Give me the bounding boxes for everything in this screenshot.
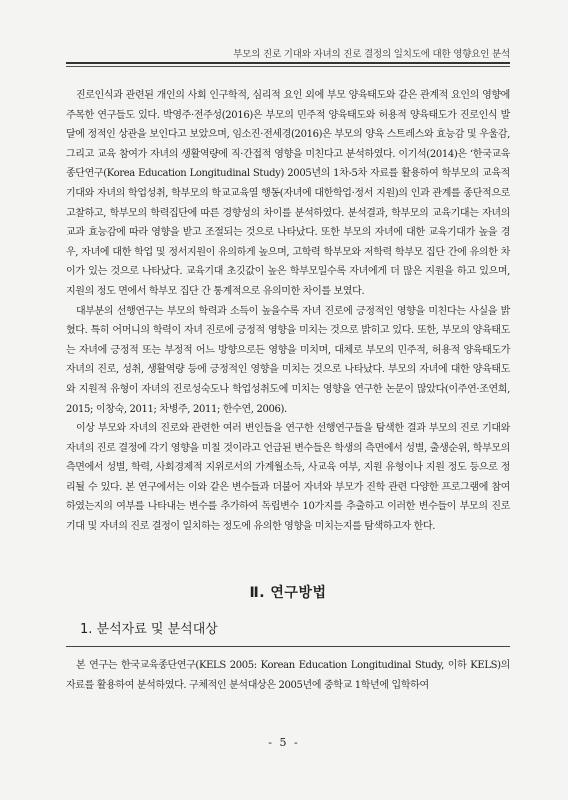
subsection-rule (66, 646, 510, 647)
running-header: 부모의 진로 기대와 자녀의 진로 결정의 일치도에 대한 영향요인 분석 (233, 49, 510, 60)
section-heading: Ⅱ. 연구방법 (249, 585, 327, 601)
body-text-continued (66, 656, 510, 695)
header-rule-thin (66, 66, 510, 67)
paragraph-3: 이상 부모와 자녀의 진로와 관련한 여러 변인들을 연구한 선행연구들을 탐색한 결과 부모의 진로 기대와 자녀의 진로 결정에 각기 영향을 미칠 것이라고 언급된 변수들은 학생의 측면에서 성별, 출생순위, 학부모의 측면에서 성별, 학력, 사회경제적 지위로서의 가계월소득, 사교육 여부, 지원 유형이나 지원 정도 등으로 정리될 수 있다. 본 연구에서는 이와 같은 변수들과 더불어 자녀와 부모가 진학 관련 다양한 프로그램에 참여하였는지의 여부를 나타내는 변수를 추가하여 독립변수 10가지를 추출하고 이러한 변수들이 부모의 진로 기대 및 자녀의 진로 결정이 일치하는 정도에 유의한 영향을 미치는지를 탐색하고자 한다. (66, 423, 510, 533)
paragraph-4: 본 연구는 한국교육종단연구(KELS 2005: Korean Education Longitudinal Study, 이하 KELS)의 자료를 활용하여 분석하였다. 구체적인 분석대상은 2005년에 중학교 1학년에 입학하여 (66, 660, 510, 691)
header-rule (66, 62, 510, 64)
subsection-heading: 1. 분석자료 및 분석대상 (80, 622, 218, 637)
paragraph-1: 진로인식과 관련된 개인의 사회 인구학적, 심리적 요인 외에 부모 양육태도와 같은 관계적 요인의 영향에 주목한 연구들도 있다. 박영주·전주성(2016)은 부모의 민주적 양육태도와 허용적 양육태도가 진로인식 발달에 정적인 상관을 보인다고 보았으며, 임소진·전세경(2016)은 부모의 양육 스트레스와 효능감 및 우울감, 그리고 교육 참여가 자녀의 생활역량에 직·간접적 영향을 미친다고 분석하였다. 이기석(2014)은 ‘한국교육종단연구(Korea Education Longitudinal Study) 2005년의 1차-5차 자료를 활용하여 학부모의 교육적 기대와 자녀의 학업성취, 학부모의 학교교육열 행동(자녀에 대한학업·정서 지원)의 인과 관계를 종단적으로 고찰하고, 학부모의 학력집단에 따른 경향성의 차이를 분석하였다. 분석결과, 학부모의 교육기대는 자녀의 교과 효능감에 따라 영향을 받고 조절되는 것으로 나타났다. 또한 부모의 자녀에 대한 교육기대가 높을 경우, 자녀에 대한 학업 및 정서지원이 유의하게 높으며, 고학력 학부모와 저학력 학부모 집단 간에 유의한 차이가 있는 것으로 나타났다. 교육기대 초깃값이 높은 학부모일수록 자녀에게 더 많은 지원을 하고 있으며, 지원의 정도 면에서 학부모 집단 간 통계적으로 유의미한 차이를 보였다. (66, 90, 510, 297)
paragraph-2: 대부분의 선행연구는 부모의 학력과 소득이 높을수록 자녀 진로에 긍정적인 영향을 미친다는 사실을 밝혔다. 특히 어머니의 학력이 자녀 진로에 긍정적 영향을 미치는 것으로 밝히고 있다. 또한, 부모의 양육태도는 자녀에 긍정적 또는 부정적 어느 방향으로든 영향을 미치며, 대체로 부모의 민주적, 허용적 양육태도가 자녀의 진로, 성취, 생활역량 등에 긍정적인 영향을 미치는 것으로 나타났다. 부모의 자녀에 대한 양육태도와 지원적 유형이 자녀의 진로성숙도나 학업성취도에 미치는 영향을 연구한 논문이 많았다(이주연·조연희, 2015; 이창숙, 2011; 차병주, 2011; 한수연, 2006). (66, 305, 510, 415)
page-number: - 5 - (268, 736, 300, 749)
body-text (66, 86, 510, 537)
